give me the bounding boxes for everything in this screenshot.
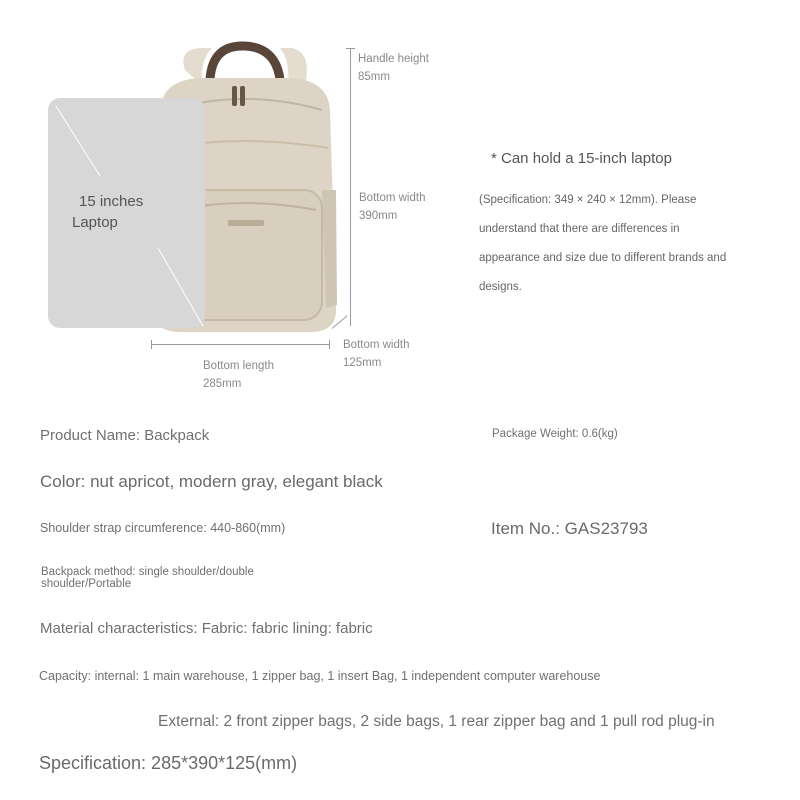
capacity-external: External: 2 front zipper bags, 2 side bags, 1 rear zipper bag and 1 pull rod plug-in xyxy=(158,713,715,730)
top-handle xyxy=(210,46,280,80)
laptop-type-label: Laptop xyxy=(72,214,118,231)
backpack-method: Backpack method: single shoulder/double shoulder/Portable xyxy=(41,566,254,590)
length-dimension-tick-left xyxy=(151,340,152,349)
handle-height-label: Handle height 85mm xyxy=(358,53,429,83)
laptop-note-title: * Can hold a 15-inch laptop xyxy=(491,150,672,167)
zipper-pull xyxy=(232,86,237,106)
laptop-note-body: (Specification: 349 × 240 × 12mm). Please understand that there are differences in appearance and size due to different brands and designs. xyxy=(479,194,727,293)
height-dimension-tick xyxy=(346,48,355,49)
bottom-depth-label: Bottom width 125mm xyxy=(343,339,410,369)
material-characteristics: Material characteristics: Fabric: fabric lining: fabric xyxy=(40,620,373,637)
shoulder-strap: Shoulder strap circumference: 440-860(mm) xyxy=(40,521,286,535)
specification: Specification: 285*390*125(mm) xyxy=(39,753,298,773)
zipper-pull xyxy=(240,86,245,106)
package-weight: Package Weight: 0.6(kg) xyxy=(492,428,618,440)
laptop-size-label: 15 inches xyxy=(79,193,144,210)
laptop-overlay-lines xyxy=(48,98,205,328)
item-number: Item No.: GAS23793 xyxy=(491,519,648,538)
product-color: Color: nut apricot, modern gray, elegant black xyxy=(40,472,383,491)
length-dimension-tick-right xyxy=(329,340,330,349)
brand-logo-plate xyxy=(228,220,264,226)
length-dimension-line xyxy=(151,344,330,345)
product-name: Product Name: Backpack xyxy=(40,427,210,444)
bottom-length-label: Bottom length 285mm xyxy=(203,360,274,390)
bottom-width-label: Bottom width 390mm xyxy=(359,192,426,222)
laptop-overlay xyxy=(48,98,205,328)
height-dimension-line xyxy=(350,48,351,326)
capacity-internal: Capacity: internal: 1 main warehouse, 1 zipper bag, 1 insert Bag, 1 independent computer warehouse xyxy=(39,669,601,683)
